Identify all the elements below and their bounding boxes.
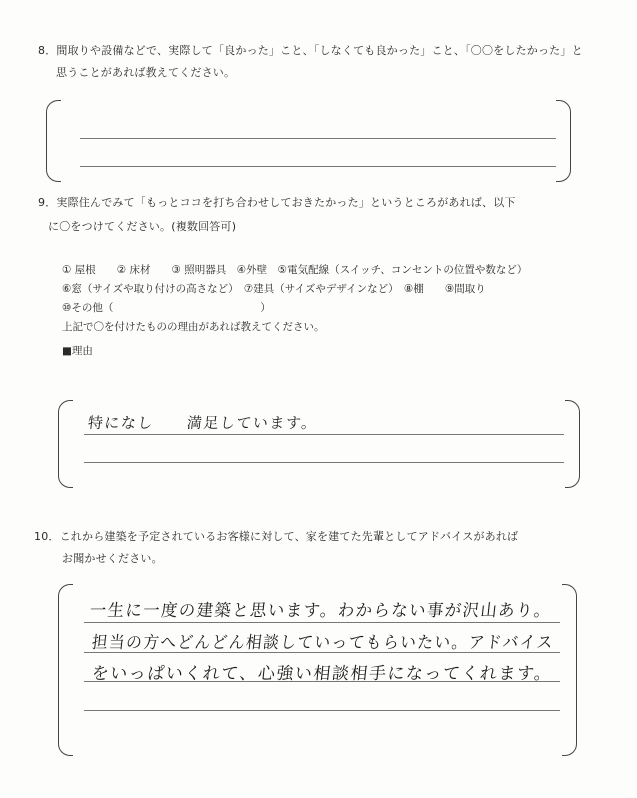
q8-answer-line: [80, 138, 556, 139]
q10-handwritten-answer-line3: をいっぱいくれて、心強い相談相手になってくれます。: [90, 664, 554, 684]
q10-text-line2: お聞かせください。: [62, 552, 163, 565]
q8-answer-line: [80, 166, 556, 167]
q8-text-line1: 8．間取りや設備などで、実際して「良かった」こと、「しなくても良かった」こと、「〇〇をしたかった」と: [38, 44, 583, 57]
q10-handwritten-answer-line2: 担当の方へどんどん相談していってもらいたい。アドバイス: [90, 633, 555, 653]
q9-text-line2: に〇をつけてください。(複数回答可): [48, 220, 237, 233]
q8-answer-box-right: [556, 100, 571, 182]
q10-answer-box-right: [562, 584, 577, 756]
q9-reason-prompt: 上記で〇を付けたものの理由があれば教えてください。: [62, 321, 325, 333]
q10-answer-line: [84, 710, 560, 711]
q8-text-line2: 思うことがあれば教えてください。: [56, 66, 236, 79]
q10-answer-box-left: [58, 584, 73, 756]
q9-text-line1: 9．実際住んでみて「もっとココを打ち合わせしておきたかった」というところがあれば、以下: [38, 196, 516, 209]
q10-answer-line: [84, 622, 560, 623]
q10-handwritten-answer-line1: 一生に一度の建築と思います。わからない事が沢山あり。: [88, 601, 553, 621]
q9-answer-box-right: [565, 400, 580, 488]
q9-answer-line: [84, 434, 564, 435]
q9-options-row1: ① 屋根 ② 床材 ③ 照明器具 ④外壁 ⑤電気配線（スイッチ、コンセントの位置や数など）: [62, 264, 528, 276]
q9-options-row3: ⑩その他（ ）: [62, 302, 271, 314]
q8-answer-box-left: [46, 100, 61, 182]
q9-handwritten-answer: 特になし 満足しています。: [87, 414, 319, 432]
q9-options-row2: ⑥窓（サイズや取り付けの高さなど） ⑦建具（サイズやデザインなど） ⑧棚 ⑨間取り: [62, 283, 486, 295]
q9-answer-line: [84, 462, 564, 463]
q9-reason-label: ■理由: [62, 345, 93, 357]
q9-answer-box-left: [58, 400, 73, 488]
q10-text-line1: 10．これから建築を予定されているお客様に対して、家を建てた先輩としてアドバイスがあれば: [34, 530, 519, 543]
